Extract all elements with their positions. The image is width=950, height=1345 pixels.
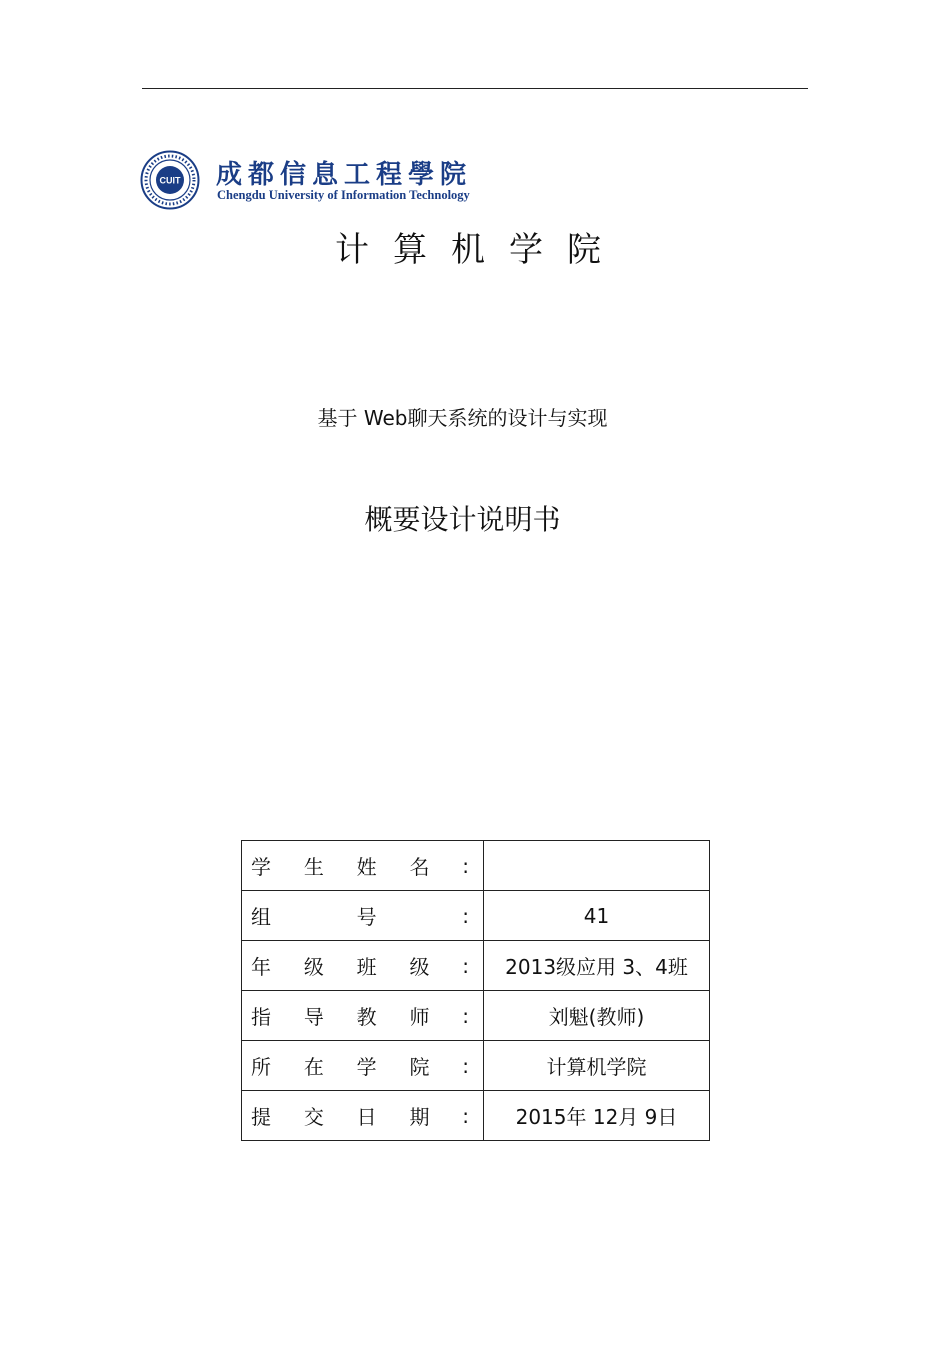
info-label-char: 日 xyxy=(356,1105,377,1129)
project-subject: 基于 Web聊天系统的设计与实现 xyxy=(317,406,608,430)
info-label-char: 名 xyxy=(409,855,430,879)
info-label-char: : xyxy=(462,953,469,978)
info-label-text xyxy=(251,1101,469,1130)
info-label xyxy=(242,841,484,891)
info-label-char: 号 xyxy=(356,905,377,929)
info-label-char: : xyxy=(462,1053,469,1078)
info-label-char: : xyxy=(462,1103,469,1128)
info-label-text xyxy=(251,851,469,880)
info-label-char: : xyxy=(462,853,469,878)
info-label xyxy=(242,1091,484,1141)
info-label-char: : xyxy=(462,903,469,928)
info-label-char: 班 xyxy=(356,955,377,979)
info-row xyxy=(242,1091,710,1141)
svg-text:CUIT: CUIT xyxy=(159,175,181,186)
info-value: 2013级应用 3、4班 xyxy=(484,941,710,991)
university-name-cn: 成都信息工程學院 xyxy=(216,160,473,190)
info-label-char: 级 xyxy=(409,955,430,979)
university-logo xyxy=(140,150,500,210)
university-name-en: Chengdu University of Information Technology xyxy=(217,188,470,202)
info-label-char: 在 xyxy=(303,1055,324,1079)
info-row xyxy=(242,941,710,991)
info-label-text xyxy=(251,1001,469,1030)
info-label-char: 指 xyxy=(251,1005,271,1029)
info-label-char: 院 xyxy=(409,1055,430,1079)
info-label-text xyxy=(251,901,469,930)
info-label-char: 导 xyxy=(303,1005,324,1029)
info-value: 2015年 12月 9日 xyxy=(484,1091,710,1141)
info-label xyxy=(242,1041,484,1091)
info-label-char: 期 xyxy=(409,1105,430,1129)
info-label xyxy=(242,891,484,941)
info-label-char: : xyxy=(462,1003,469,1028)
info-label-char: 生 xyxy=(303,855,324,879)
info-label-char: 师 xyxy=(409,1005,430,1029)
info-label-text xyxy=(251,951,469,980)
student-info-table xyxy=(241,840,710,1141)
info-label-text xyxy=(251,1051,469,1080)
info-label-char: 年 xyxy=(251,955,271,979)
info-row xyxy=(242,1041,710,1091)
header-rule xyxy=(142,88,808,89)
info-row xyxy=(242,841,710,891)
info-label-char: 学 xyxy=(251,855,271,879)
university-seal-icon xyxy=(140,150,200,210)
document-title: 概要设计说明书 xyxy=(364,503,561,536)
info-row xyxy=(242,891,710,941)
info-value xyxy=(484,841,710,891)
info-label-char: 提 xyxy=(251,1105,271,1129)
info-value: 计算机学院 xyxy=(484,1041,710,1091)
info-value: 41 xyxy=(484,891,710,941)
info-label-char: 交 xyxy=(303,1105,324,1129)
info-label xyxy=(242,941,484,991)
info-label-char: 学 xyxy=(356,1055,377,1079)
info-value: 刘魁(教师) xyxy=(484,991,710,1041)
department-title: 计算机学院 xyxy=(335,230,625,270)
info-label-char: 级 xyxy=(303,955,324,979)
info-label-char: 所 xyxy=(251,1055,271,1079)
info-label-char: 教 xyxy=(356,1005,377,1029)
info-label-char: 姓 xyxy=(356,855,377,879)
info-label-char: 组 xyxy=(251,905,271,929)
info-row xyxy=(242,991,710,1041)
info-label xyxy=(242,991,484,1041)
